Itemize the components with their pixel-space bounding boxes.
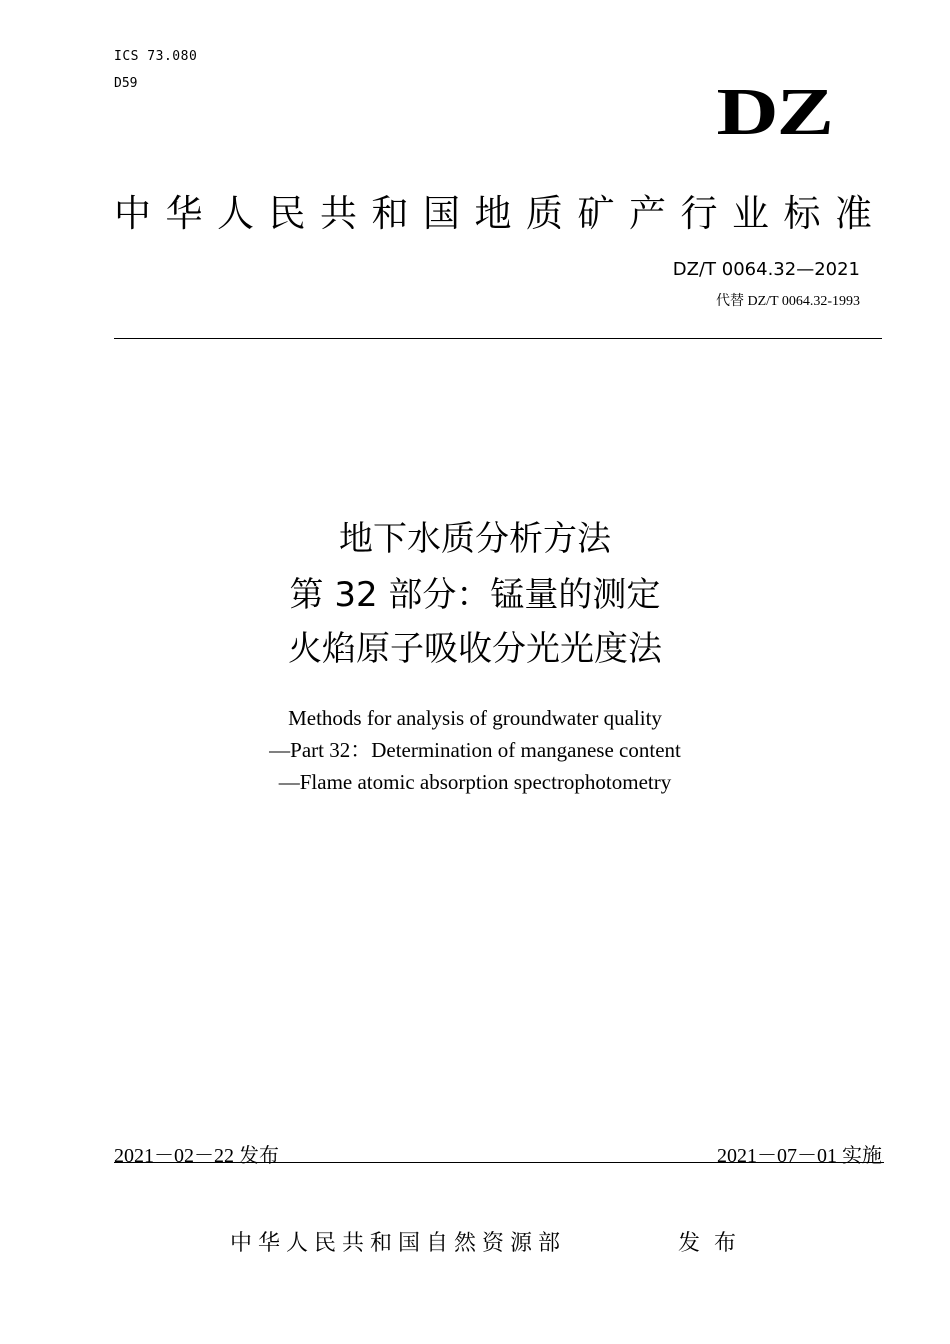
issue-date: 2021－02－22 发布 — [114, 1145, 279, 1167]
bottom-divider — [114, 1162, 884, 1163]
standard-type: 中华人民共和国地质矿产行业标准 — [114, 192, 887, 235]
top-divider — [114, 338, 882, 339]
title-cn-line-2: 第 32 部分：锰量的测定 — [289, 575, 661, 615]
replaces-note: 代替 DZ/T 0064.32-1993 — [715, 294, 860, 309]
title-cn-line-3: 火焰原子吸收分光光度法 — [288, 629, 662, 669]
title-cn-line-1: 地下水质分析方法 — [339, 519, 611, 559]
implementation-date: 2021－07－01 实施 — [717, 1145, 882, 1167]
issuing-authority: 中华人民共和国自然资源部 — [230, 1231, 567, 1256]
title-en-line-3: —Flame atomic absorption spectrophotometry — [278, 770, 672, 794]
title-en-line-2: —Part 32：Determination of manganese content — [269, 738, 681, 762]
standard-number: DZ/T 0064.32—2021 — [672, 259, 860, 280]
title-en-line-1: Methods for analysis of groundwater quality — [288, 706, 662, 730]
ccs-code: D59 — [114, 76, 138, 91]
ics-code: ICS 73.080 — [114, 49, 198, 64]
publish-label: 发布 — [678, 1231, 751, 1256]
dz-logo: DZ — [716, 74, 832, 149]
